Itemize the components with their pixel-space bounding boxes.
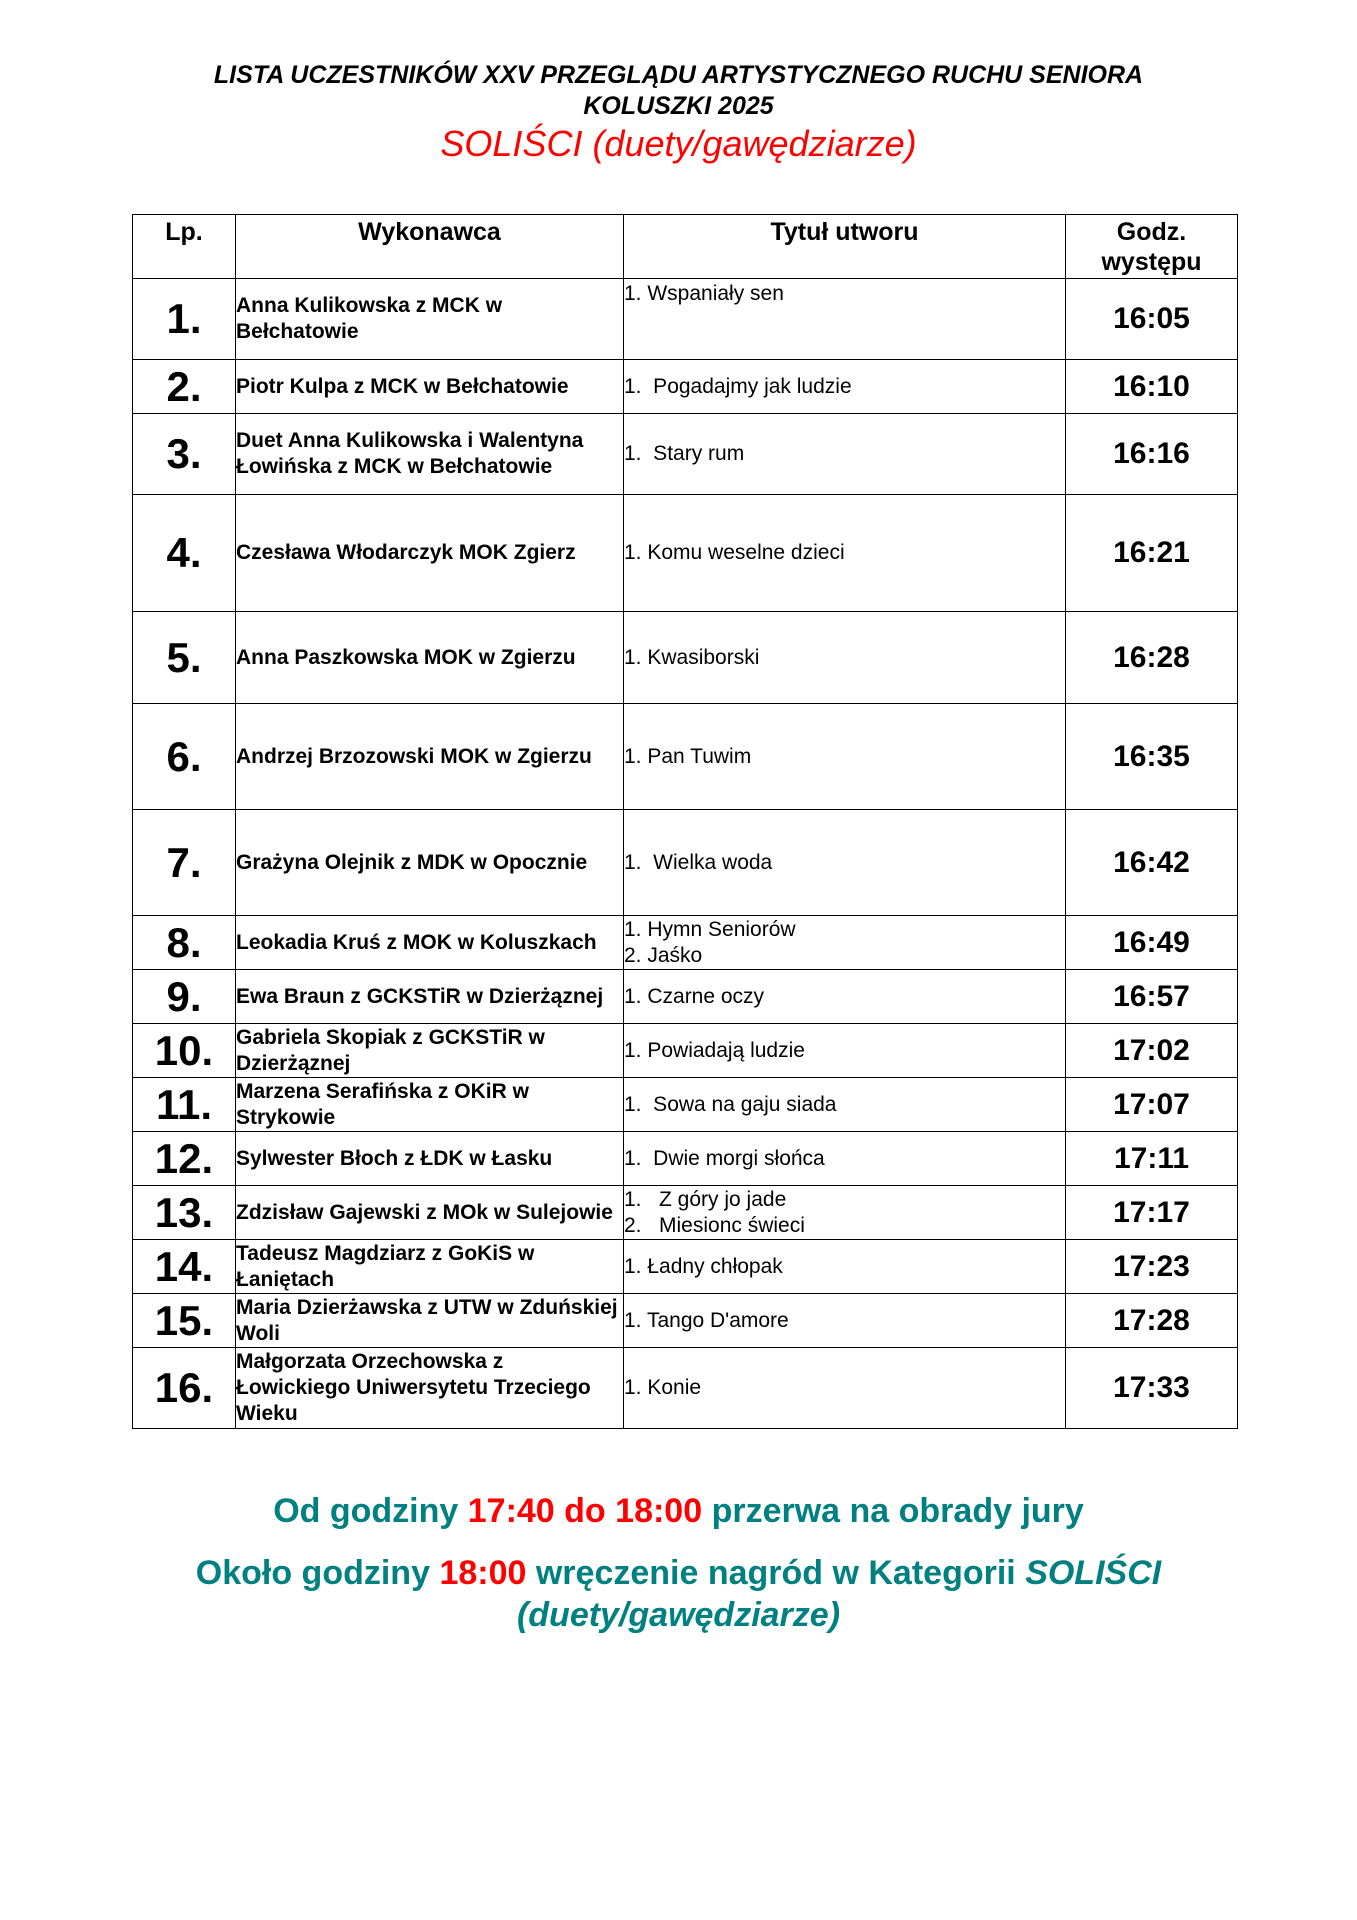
row-number: 10.: [133, 1024, 236, 1078]
row-number: 2.: [133, 360, 236, 414]
piece-title: 1. Hymn Seniorów: [624, 917, 796, 941]
row-number: 8.: [133, 916, 236, 970]
piece-titles: [624, 1024, 1066, 1078]
performance-time: 17:02: [1066, 1024, 1238, 1078]
table-row: [133, 704, 1238, 810]
performer-name: Duet Anna Kulikowska i Walentyna Łowińska z MCK w Bełchatowie: [236, 414, 624, 495]
jury-break-text-a: Od godziny: [273, 1492, 468, 1530]
performer-name: Tadeusz Magdziarz z GoKiS w Łaniętach: [236, 1240, 624, 1294]
piece-titles: [624, 704, 1066, 810]
piece-titles: [624, 279, 1066, 360]
performer-name: Grażyna Olejnik z MDK w Opocznie: [236, 810, 624, 916]
row-number: 7.: [133, 810, 236, 916]
piece-titles: [624, 414, 1066, 495]
table-row: [133, 810, 1238, 916]
piece-title: 1. Konie: [624, 1376, 702, 1399]
performance-time: 16:49: [1066, 916, 1238, 970]
row-number: 16.: [133, 1348, 236, 1429]
piece-titles: [624, 495, 1066, 612]
piece-title: 1. Wielka woda: [624, 850, 773, 874]
piece-titles: [624, 810, 1066, 916]
piece-title: 1. Pan Tuwim: [624, 744, 752, 768]
performance-time: 16:16: [1066, 414, 1238, 495]
piece-title: 1. Czarne oczy: [624, 984, 765, 1008]
jury-break-time-to: 18:00: [615, 1492, 703, 1530]
row-number: 14.: [133, 1240, 236, 1294]
jury-break-time-from: 17:40: [467, 1492, 555, 1530]
piece-titles: [624, 916, 1066, 970]
table-row: [133, 1078, 1238, 1132]
document-title-line1: LISTA UCZESTNIKÓW XXV PRZEGLĄDU ARTYSTYCZNEGO RUCHU SENIORA: [213, 61, 1144, 89]
column-header-time: [1066, 215, 1238, 279]
table-row: [133, 970, 1238, 1024]
piece-title: 1. Ładny chłopak: [624, 1254, 783, 1278]
table-row: [133, 916, 1238, 970]
table-row: [133, 612, 1238, 704]
piece-title: 1. Sowa na gaju siada: [624, 1092, 837, 1116]
performance-time: 16:42: [1066, 810, 1238, 916]
piece-title: 2. Jaśko: [624, 943, 703, 967]
performance-time: 16:57: [1066, 970, 1238, 1024]
jury-break-notice: [0, 1490, 1357, 1532]
table-row: [133, 1348, 1238, 1429]
performer-name: Czesława Włodarczyk MOK Zgierz: [236, 495, 624, 612]
table-row: [133, 279, 1238, 360]
piece-titles: [624, 1294, 1066, 1348]
piece-title: 1. Pogadajmy jak ludzie: [624, 374, 852, 398]
performance-time: 16:35: [1066, 704, 1238, 810]
piece-titles: [624, 612, 1066, 704]
performer-name: Anna Kulikowska z MCK w Bełchatowie: [236, 279, 624, 360]
piece-title: 1. Z góry jo jade: [624, 1187, 787, 1211]
row-number: 3.: [133, 414, 236, 495]
piece-title: 1. Tango D'amore: [624, 1308, 789, 1332]
awards-text-a: Około godziny: [195, 1554, 440, 1592]
piece-title: 1. Dwie morgi słońca: [624, 1146, 825, 1170]
piece-title: 1. Stary rum: [624, 442, 745, 465]
awards-category-sub-line: [0, 1594, 1357, 1636]
category-subtitle: SOLIŚCI (duety/gawędziarze): [440, 123, 917, 164]
piece-title: 1. Komu weselne dzieci: [624, 541, 845, 564]
awards-time: 18:00: [439, 1554, 527, 1592]
piece-title: 1. Kwasiborski: [624, 645, 760, 669]
row-number: 6.: [133, 704, 236, 810]
piece-title: 2. Miesionc świeci: [624, 1213, 805, 1237]
performance-time: 17:07: [1066, 1078, 1238, 1132]
jury-break-text-b: do: [554, 1492, 616, 1530]
piece-titles: [624, 1348, 1066, 1429]
piece-titles: [624, 1132, 1066, 1186]
performance-time: 17:11: [1066, 1132, 1238, 1186]
document-header: [0, 60, 1357, 166]
row-number: 15.: [133, 1294, 236, 1348]
piece-titles: [624, 1186, 1066, 1240]
table-row: [133, 1024, 1238, 1078]
column-header-time-line2: występu: [1101, 248, 1202, 276]
performance-time: 16:10: [1066, 360, 1238, 414]
participants-table: [132, 214, 1238, 1429]
table-body: [133, 279, 1238, 1429]
performer-name: Andrzej Brzozowski MOK w Zgierzu: [236, 704, 624, 810]
document-title-line2: KOLUSZKI 2025: [583, 92, 774, 120]
column-header-lp: Lp.: [133, 215, 236, 279]
row-number: 1.: [133, 279, 236, 360]
awards-category: SOLIŚCI: [1025, 1554, 1162, 1592]
table-header-row: [133, 215, 1238, 279]
performer-name: Gabriela Skopiak z GCKSTiR w Dzierżąznej: [236, 1024, 624, 1078]
performer-name: Ewa Braun z GCKSTiR w Dzierżąznej: [236, 970, 624, 1024]
awards-line: [0, 1552, 1357, 1594]
performer-name: Marzena Serafińska z OKiR w Strykowie: [236, 1078, 624, 1132]
performer-name: Małgorzata Orzechowska z Łowickiego Uniwersytetu Trzeciego Wieku: [236, 1348, 624, 1429]
piece-titles: [624, 970, 1066, 1024]
piece-title: 1. Powiadają ludzie: [624, 1038, 805, 1062]
row-number: 4.: [133, 495, 236, 612]
performer-name: Leokadia Kruś z MOK w Koluszkach: [236, 916, 624, 970]
awards-notice: [0, 1552, 1357, 1636]
performance-time: 17:23: [1066, 1240, 1238, 1294]
row-number: 5.: [133, 612, 236, 704]
performer-name: Sylwester Błoch z ŁDK w Łasku: [236, 1132, 624, 1186]
performance-time: 16:05: [1066, 279, 1238, 360]
table-row: [133, 1132, 1238, 1186]
performance-time: 16:28: [1066, 612, 1238, 704]
column-header-performer: Wykonawca: [236, 215, 624, 279]
piece-titles: [624, 360, 1066, 414]
table-row: [133, 360, 1238, 414]
performer-name: Zdzisław Gajewski z MOk w Sulejowie: [236, 1186, 624, 1240]
column-header-title: Tytuł utworu: [624, 215, 1066, 279]
piece-titles: [624, 1240, 1066, 1294]
row-number: 9.: [133, 970, 236, 1024]
table-row: [133, 1294, 1238, 1348]
performer-name: Maria Dzierżawska z UTW w Zduńskiej Woli: [236, 1294, 624, 1348]
table-row: [133, 495, 1238, 612]
table-row: [133, 414, 1238, 495]
piece-titles: [624, 1078, 1066, 1132]
table-row: [133, 1240, 1238, 1294]
performer-name: Anna Paszkowska MOK w Zgierzu: [236, 612, 624, 704]
row-number: 13.: [133, 1186, 236, 1240]
jury-break-text-c: przerwa na obrady jury: [702, 1492, 1084, 1530]
performer-name: Piotr Kulpa z MCK w Bełchatowie: [236, 360, 624, 414]
table-row: [133, 1186, 1238, 1240]
performance-time: 17:33: [1066, 1348, 1238, 1429]
awards-category-sub: (duety/gawędziarze): [516, 1596, 841, 1634]
row-number: 11.: [133, 1078, 236, 1132]
awards-text-b: wręczenie nagród w Kategorii: [526, 1554, 1026, 1592]
performance-time: 17:28: [1066, 1294, 1238, 1348]
piece-title: 1. Wspaniały sen: [624, 282, 784, 305]
column-header-time-line1: Godz.: [1116, 218, 1187, 246]
performance-time: 16:21: [1066, 495, 1238, 612]
performance-time: 17:17: [1066, 1186, 1238, 1240]
row-number: 12.: [133, 1132, 236, 1186]
